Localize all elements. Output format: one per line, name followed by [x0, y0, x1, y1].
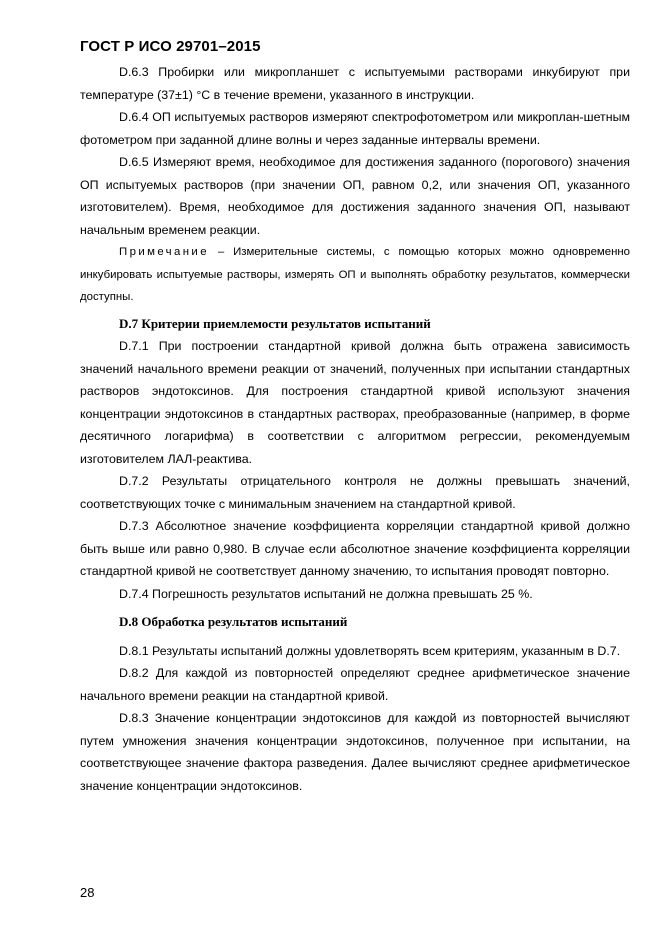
document-body	[80, 61, 630, 797]
section-title-d8: D.8 Обработка результатов испытаний	[119, 614, 348, 629]
note	[80, 241, 630, 309]
paragraph-d8-1: D.8.1 Результаты испытаний должны удовлетворять всем критериям, указанным в D.7.	[119, 643, 621, 658]
section-title-d7: D.7 Критерии приемлемости результатов испытаний	[119, 315, 431, 331]
paragraph-d8-3: D.8.3 Значение концентрации эндотоксинов для каждой из повторностей вычисляют путем умножения значения концентрации эндотоксинов, полученное при испытании, на соответствующее значение фактора разведения. Далее вычисляют среднее арифметическое значение концентрации эндотоксинов.	[80, 711, 630, 793]
paragraph-d6-5: D.6.5 Измеряют время, необходимое для достижения заданного (порогового) значения ОП испытуемых растворов (при значении ОП, равном 0,2, или значения ОП, указанного изготовителем). Время, необходимое для достижения заданного значения ОП, называют начальным временем реакции.	[80, 155, 630, 237]
document-header: ГОСТ Р ИСО 29701–2015	[80, 38, 261, 55]
paragraph-d8-2: D.8.2 Для каждой из повторностей определяют среднее арифметическое значение начального времени реакции на стандартной кривой.	[80, 666, 630, 703]
paragraph-d7-3: D.7.3 Абсолютное значение коэффициента корреляции стандартной кривой должно быть выше или равно 0,980. В случае если абсолютное значение коэффициента корреляции стандартной кривой не соответствует данному значению, то испытания проводят повторно.	[80, 519, 630, 578]
paragraph-d7-4: D.7.4 Погрешность результатов испытаний не должна превышать 25 %.	[119, 586, 533, 601]
paragraph-d7-2: D.7.2 Результаты отрицательного контроля не должны превышать значений, соответствующих точке с минимальным значением на стандартной кривой.	[80, 474, 630, 511]
page-number: 28	[80, 885, 95, 900]
paragraph-d6-3: D.6.3 Пробирки или микропланшет с испытуемыми растворами инкубируют при температуре (37±1) °С в течение времени, указанного в инструкции.	[80, 65, 630, 102]
paragraph-d7-1: D.7.1 При построении стандартной кривой должна быть отражена зависимость значений начального времени реакции от значений, полученных при испытании стандартных растворов эндотоксинов. Для построения стандартной кривой используют значения концентрации эндотоксинов в стандартных растворах, преобразованные (например, в форме десятичного логарифма) в соответствии с алгоритмом регрессии, рекомендуемым изготовителем ЛАЛ-реактива.	[80, 339, 630, 466]
note-label: Примечание	[119, 246, 209, 258]
paragraph-d6-4: D.6.4 ОП испытуемых растворов измеряют спектрофотометром или микроплан-шетным фотометром при заданной длине волны и через заданные интервалы времени.	[80, 110, 630, 147]
note-text: – Измерительные системы, с помощью которых можно одновременно инкубировать испытуемые растворы, измерять ОП и выполнять обработку результатов, коммерчески доступны.	[80, 246, 630, 303]
